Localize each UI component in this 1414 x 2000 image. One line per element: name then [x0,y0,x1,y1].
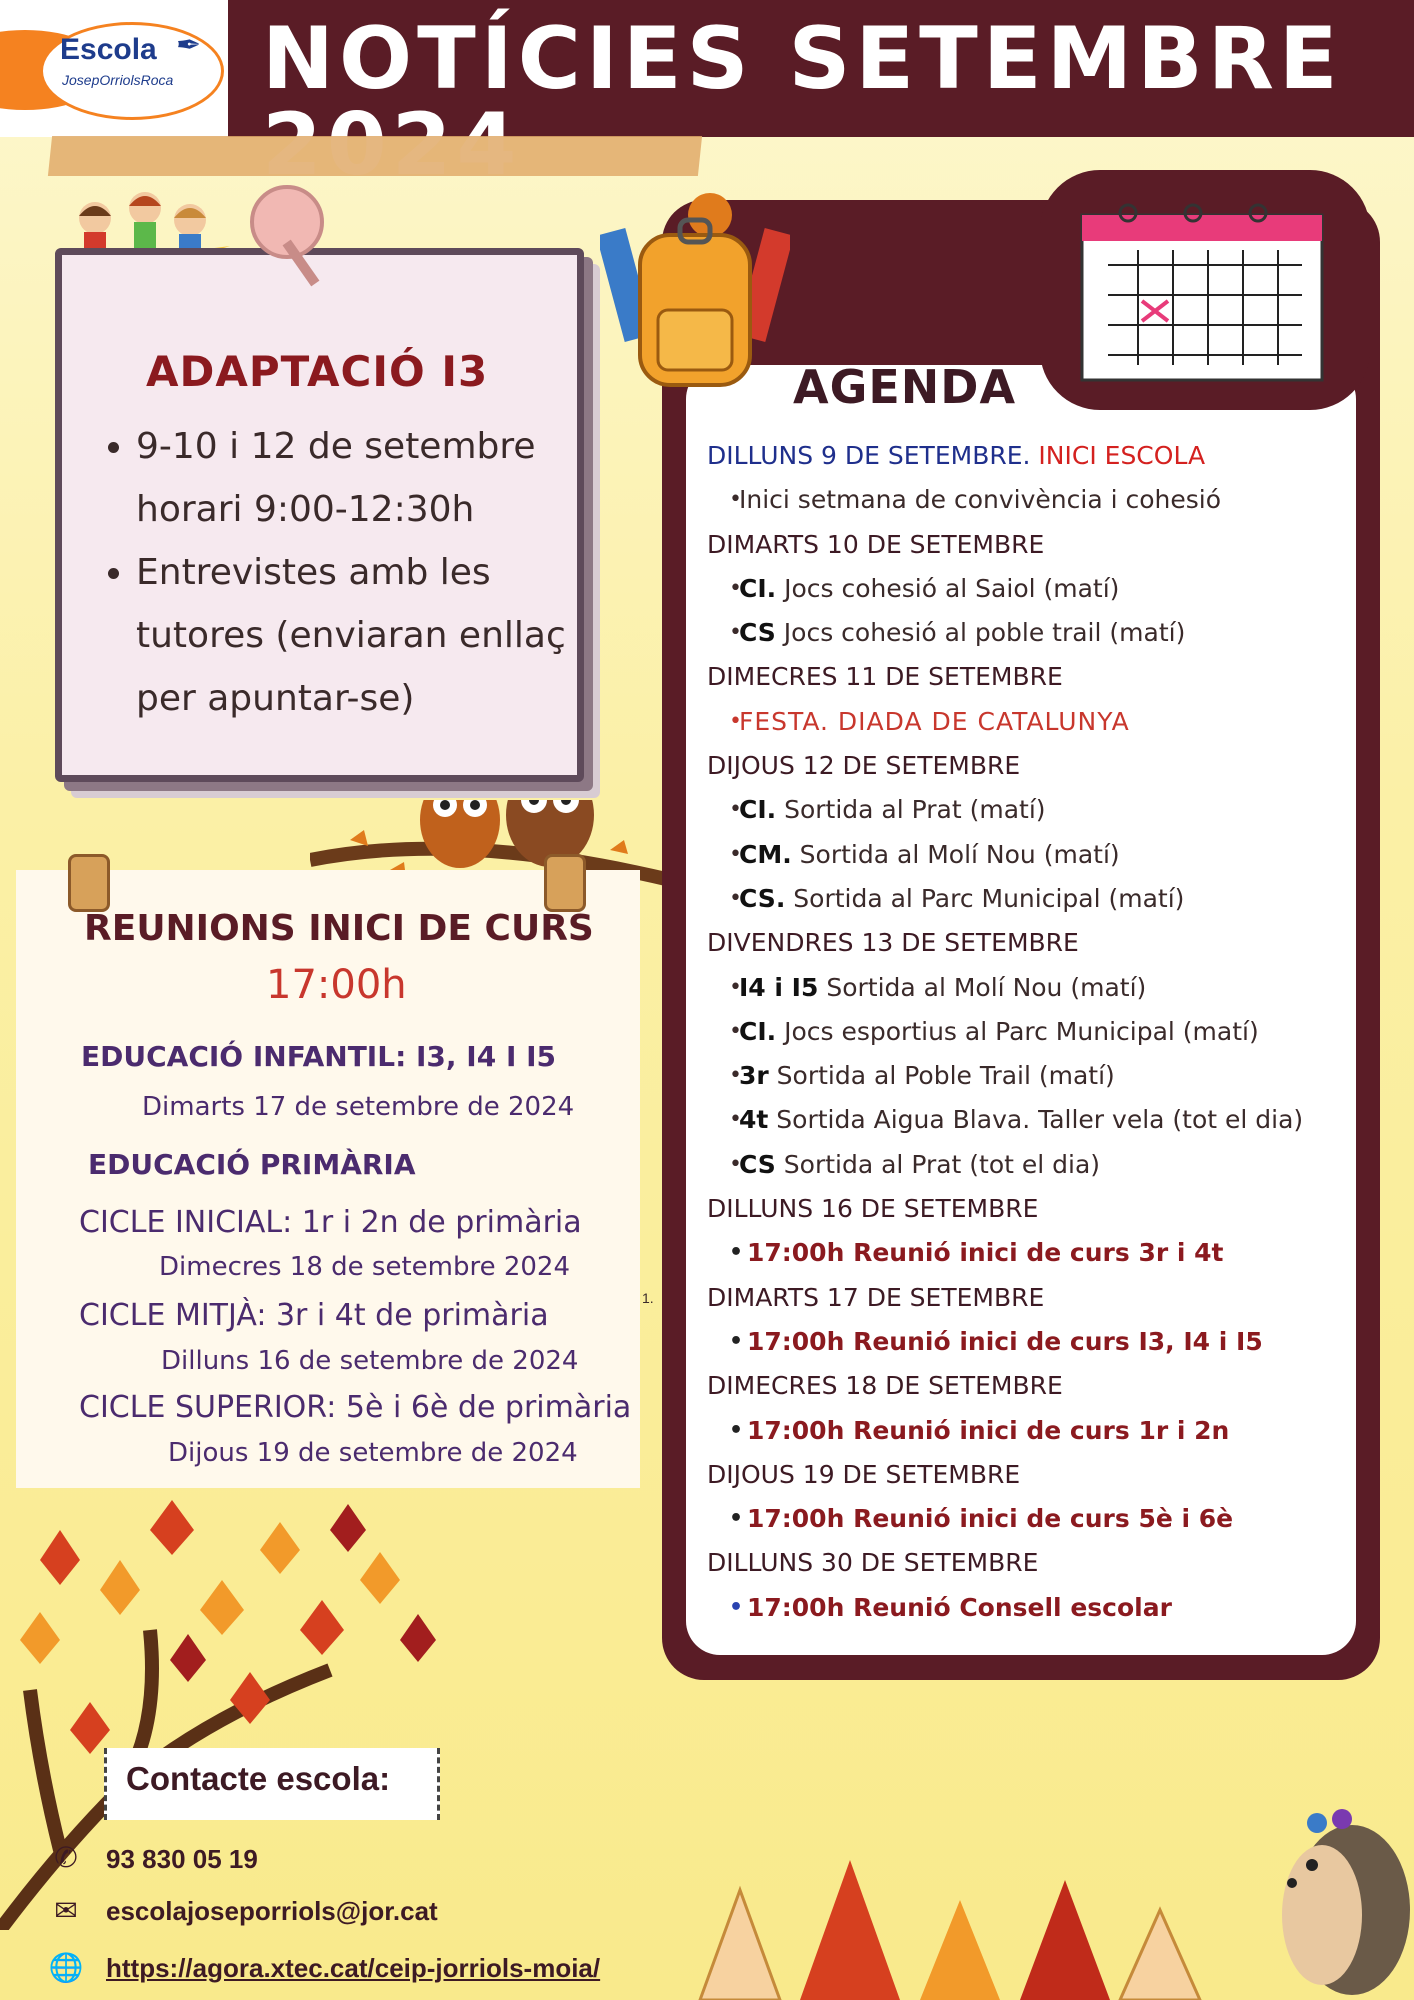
agenda-day: DIMECRES 11 DE SETEMBRE [707,662,1063,692]
agenda-day: DILLUNS 9 DE SETEMBRE. INICI ESCOLA [707,441,1206,470]
agenda-list [707,434,1367,1630]
agenda-item: • CI. Sortida al Prat (matí) [707,788,1367,832]
contact-title: Contacte escola: [126,1760,391,1797]
adaptacio-title: ADAPTACIÓ I3 [146,347,489,396]
infantil-date: Dimarts 17 de setembre de 2024 [142,1092,575,1122]
stray-mark: 1. [642,1290,654,1306]
agenda-item: • CS. Sortida al Parc Municipal (matí) [707,877,1367,921]
agenda-item: • I4 i I5 Sortida al Molí Nou (matí) [707,966,1367,1010]
agenda-item: • 4t Sortida Aigua Blava. Taller vela (tot el dia) [707,1098,1367,1142]
logo-name: Escola [60,33,157,66]
clip-icon [68,854,110,912]
cycle-name: CICLE SUPERIOR: 5è i 6è de primària [79,1390,632,1425]
agenda-day: DIJOUS 19 DE SETEMBRE [707,1459,1021,1489]
agenda-meeting: • 17:00h Reunió inici de curs 3r i 4t [707,1231,1367,1275]
adaptacio-item: • Entrevistes amb les tutores (enviaran enllaç per apuntar-se) [136,541,586,730]
agenda-day: DILLUNS 30 DE SETEMBRE [707,1548,1039,1578]
reunions-time: 17:00h [266,962,407,1008]
agenda-item: • 3r Sortida al Poble Trail (matí) [707,1054,1367,1098]
phone-icon: ✆ [54,1842,78,1873]
agenda-day: DIVENDRES 13 DE SETEMBRE [707,928,1079,958]
contact-phone[interactable]: 93 830 05 19 [106,1844,258,1874]
clip-icon [544,854,586,912]
cycle-date: Dijous 19 de setembre de 2024 [168,1438,578,1468]
agenda-meeting: • 17:00h Reunió inici de curs I3, I4 i I5 [707,1320,1367,1364]
adaptacio-list [102,415,586,730]
agenda-item: • Inici setmana de convivència i cohesió [707,478,1367,522]
globe-icon: 🌐 [48,1952,84,1983]
adaptacio-note [55,248,584,782]
agenda-item: • CS Sortida al Prat (tot el dia) [707,1143,1367,1187]
page-title: NOTÍCIES SETEMBRE [262,9,1343,109]
adaptacio-item: • 9-10 i 12 de setembre horari 9:00-12:30h [136,415,586,541]
primaria-label: EDUCACIÓ PRIMÀRIA [88,1148,416,1181]
pen-icon: ✒ [176,29,202,62]
cycle-name: CICLE MITJÀ: 3r i 4t de primària [79,1298,549,1333]
agenda-meeting: • 17:00h Reunió Consell escolar [707,1586,1367,1630]
autumn-leaves-illustration [680,1830,1240,2000]
agenda-item: • CI. Jocs cohesió al Saiol (matí) [707,567,1367,611]
school-logo [0,0,228,137]
cycle-date: Dimecres 18 de setembre 2024 [159,1252,571,1282]
logo-subtitle: JosepOrriolsRoca [62,72,174,88]
agenda-item: • CI. Jocs esportius al Parc Municipal (matí) [707,1010,1367,1054]
agenda-day: DIMECRES 18 DE SETEMBRE [707,1371,1063,1401]
cycle-name: CICLE INICIAL: 1r i 2n de primària [79,1205,582,1240]
agenda-title: AGENDA [793,360,1017,414]
agenda-item: • CM. Sortida al Molí Nou (matí) [707,833,1367,877]
agenda-day: DILLUNS 16 DE SETEMBRE [707,1194,1039,1224]
agenda-item: • CS Jocs cohesió al poble trail (matí) [707,611,1367,655]
agenda-day: DIJOUS 12 DE SETEMBRE [707,751,1021,781]
cycle-date: Dilluns 16 de setembre de 2024 [161,1346,579,1376]
backpack-icon [600,190,790,390]
tape-decoration [48,136,702,176]
contact-website-link[interactable]: https://agora.xtec.cat/ceip-jorriols-moia/ [106,1953,601,1983]
agenda-day: DIMARTS 10 DE SETEMBRE [707,529,1045,559]
infantil-label: EDUCACIÓ INFANTIL: I3, I4 I I5 [81,1040,557,1073]
contact-email[interactable]: escolajoseporriols@jor.cat [106,1896,438,1926]
hedgehog-illustration [1262,1795,1412,2000]
agenda-meeting: • 17:00h Reunió inici de curs 5è i 6è [707,1497,1367,1541]
agenda-day: DIMARTS 17 DE SETEMBRE [707,1282,1045,1312]
header-bar [0,0,1414,137]
reunions-title: REUNIONS INICI DE CURS [84,908,594,949]
email-icon: ✉ [54,1895,78,1926]
reunions-panel [16,870,640,1488]
calendar-icon [1078,195,1328,385]
agenda-meeting: • 17:00h Reunió inici de curs 1r i 2n [707,1409,1367,1453]
agenda-item-holiday: • FESTA. DIADA DE CATALUNYA [707,700,1367,744]
